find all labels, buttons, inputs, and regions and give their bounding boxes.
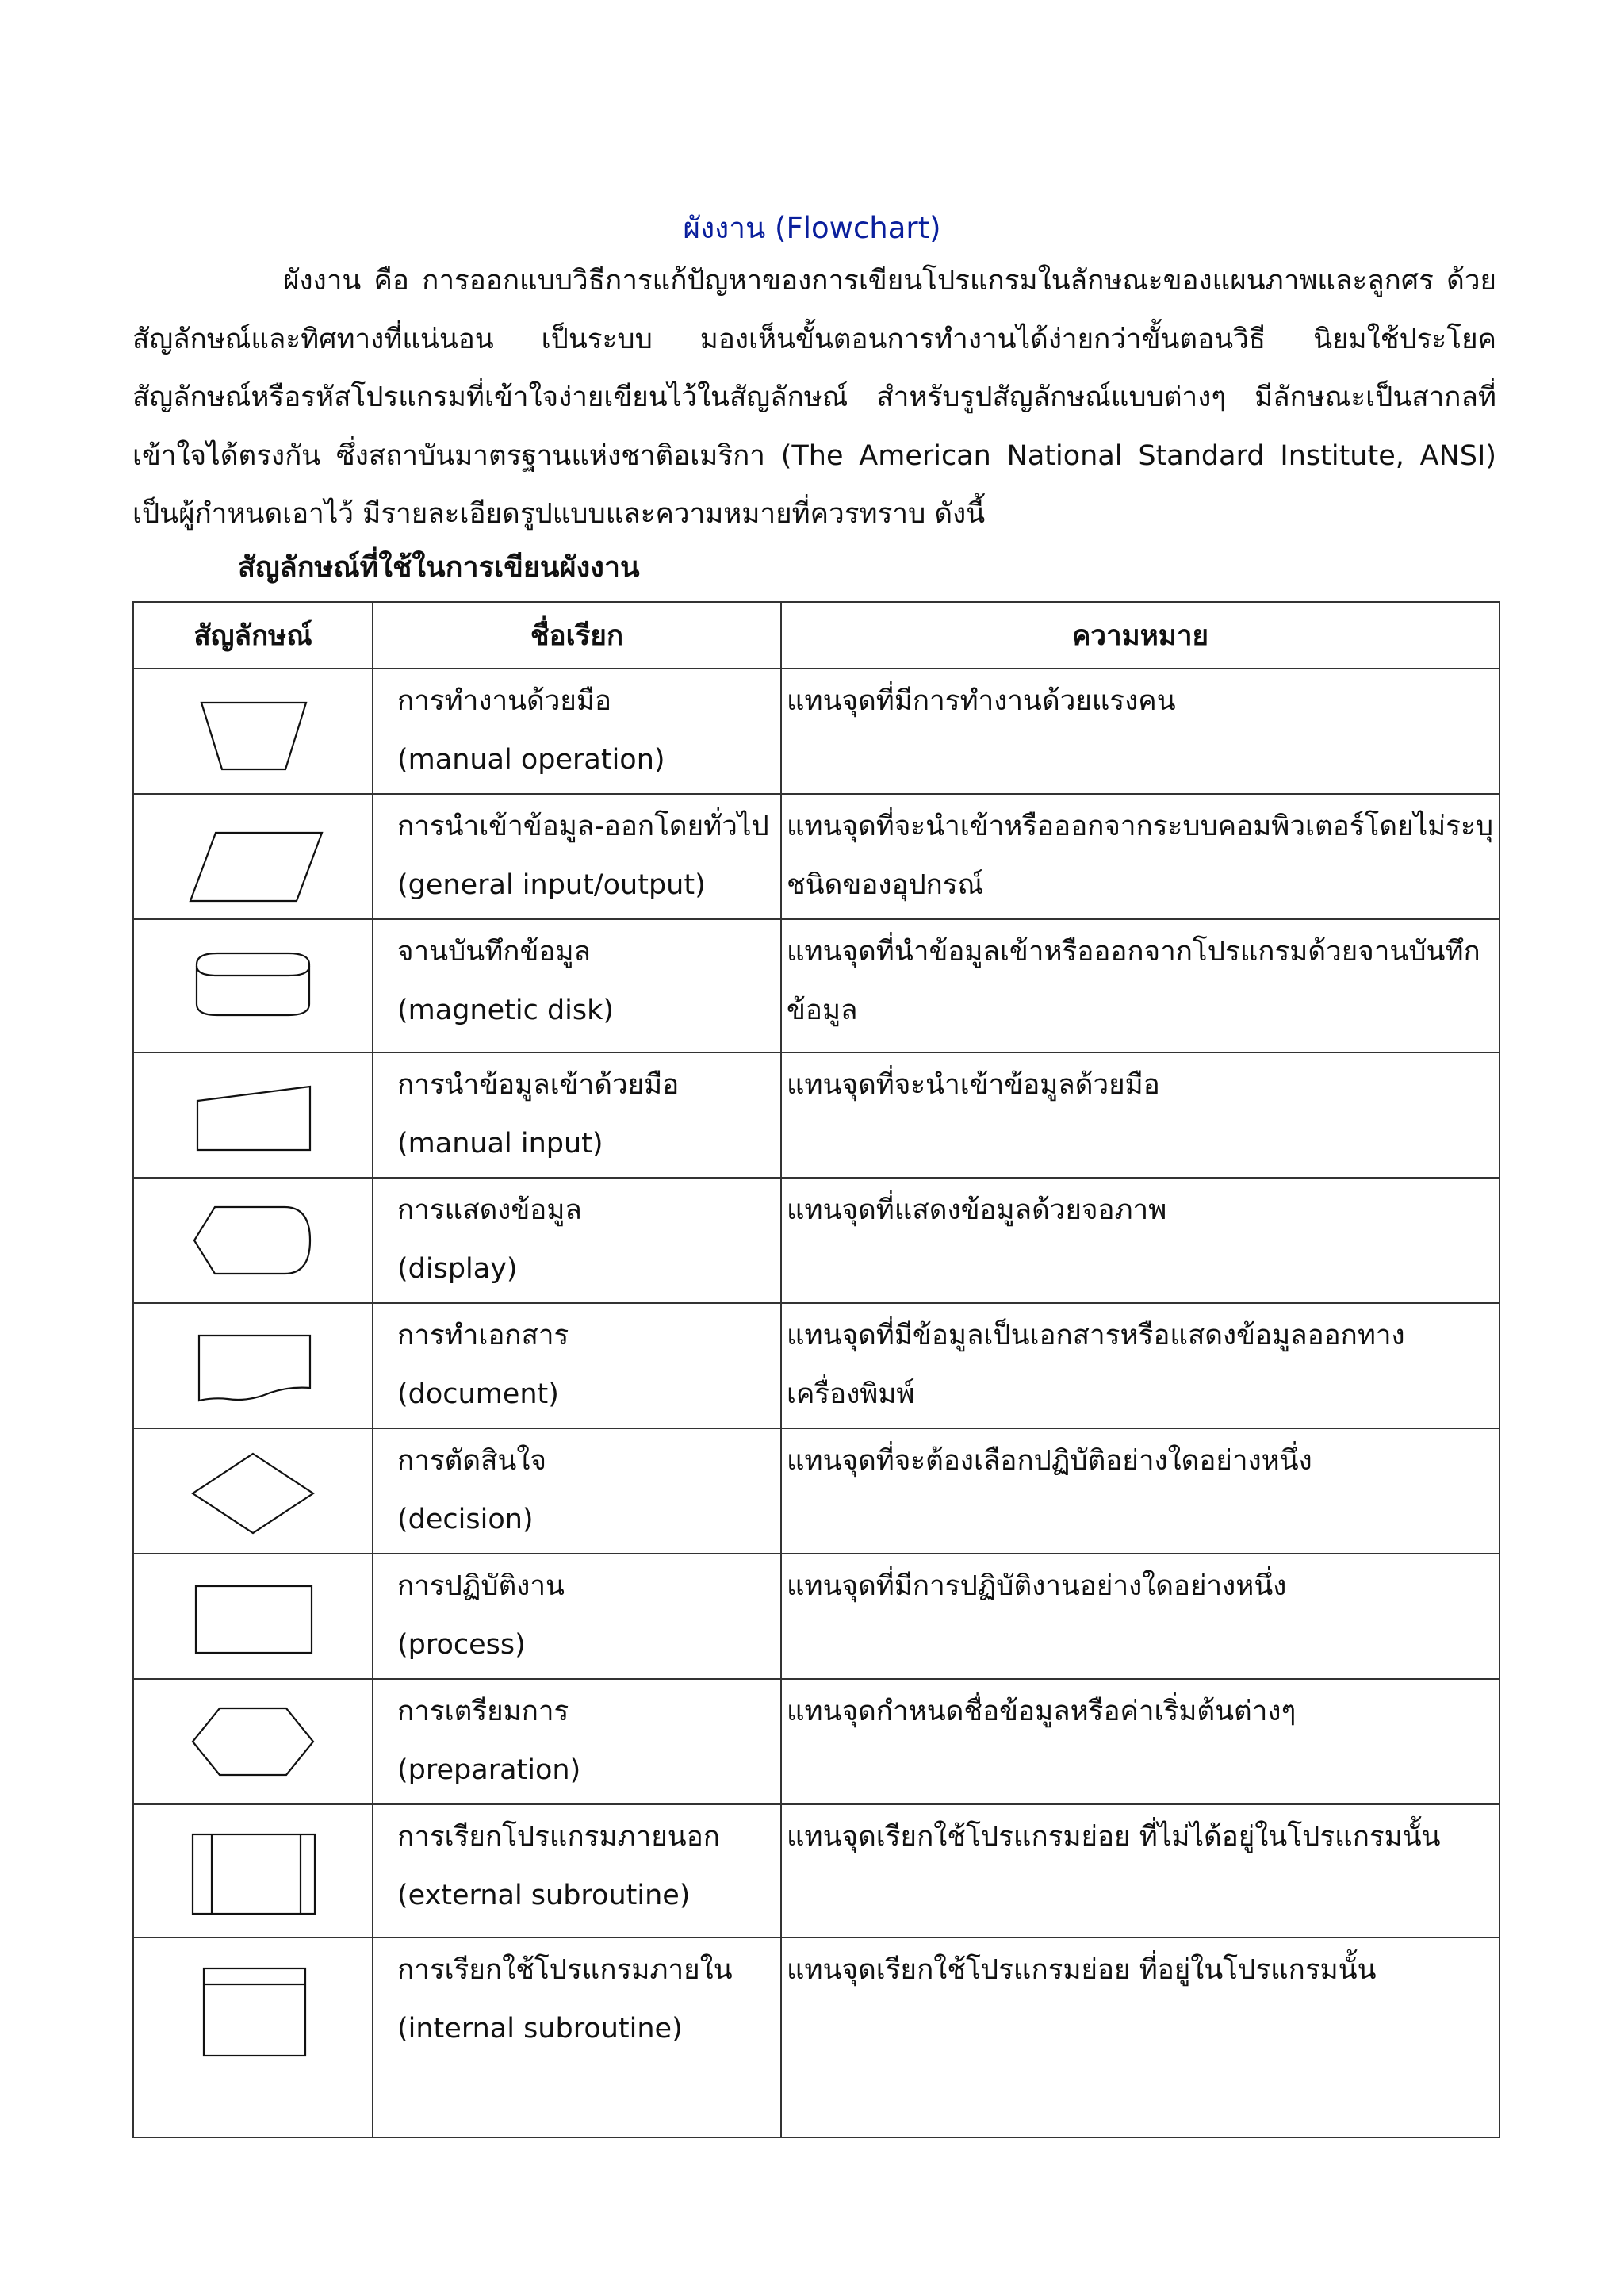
meaning-cell: แทนจุดกำหนดชื่อข้อมูลหรือค่าเริ่มต้นต่างๆ bbox=[781, 1679, 1500, 1804]
meaning-cell: แทนจุดที่จะนำเข้าข้อมูลด้วยมือ bbox=[781, 1052, 1500, 1178]
document-icon bbox=[182, 1318, 324, 1413]
name-thai: การตัดสินใจ bbox=[397, 1445, 546, 1477]
meaning-cell: แทนจุดที่แสดงข้อมูลด้วยจอภาพ bbox=[781, 1178, 1500, 1303]
name-english: (external subroutine) bbox=[397, 1879, 691, 1911]
table-header-row bbox=[133, 602, 1500, 669]
magnetic-disk-icon bbox=[186, 942, 320, 1029]
process-icon bbox=[182, 1569, 324, 1664]
symbol-cell bbox=[133, 1178, 373, 1303]
decision-icon bbox=[182, 1439, 324, 1543]
name-english: (general input/output) bbox=[397, 868, 706, 901]
name-cell bbox=[373, 1679, 781, 1804]
name-cell bbox=[373, 1554, 781, 1679]
column-header-name: ชื่อเรียก bbox=[373, 602, 781, 669]
name-english: (process) bbox=[397, 1628, 526, 1661]
meaning-cell: แทนจุดที่มีการปฏิบัติงานอย่างใดอย่างหนึ่ง bbox=[781, 1554, 1500, 1679]
name-thai: จานบันทึกข้อมูล bbox=[397, 936, 591, 968]
symbol-cell bbox=[133, 1938, 373, 2137]
name-thai: การเรียกใช้โปรแกรมภายใน bbox=[397, 1954, 733, 1986]
name-english: (manual operation) bbox=[397, 743, 665, 776]
name-english: (internal subroutine) bbox=[397, 2012, 683, 2045]
internal-subroutine-icon bbox=[182, 1961, 324, 2064]
column-header-meaning: ความหมาย bbox=[781, 602, 1500, 669]
name-english: (decision) bbox=[397, 1503, 534, 1535]
name-cell bbox=[373, 669, 781, 794]
manual-input-icon bbox=[182, 1068, 324, 1163]
name-thai: การเรียกโปรแกรมภายนอก bbox=[397, 1821, 720, 1853]
table-row bbox=[133, 1428, 1500, 1554]
name-thai: การทำงานด้วยมือ bbox=[397, 685, 612, 717]
symbol-cell bbox=[133, 1804, 373, 1938]
name-cell bbox=[373, 1804, 781, 1938]
symbol-cell bbox=[133, 1428, 373, 1554]
meaning-cell: แทนจุดที่จะนำเข้าหรือออกจากระบบคอมพิวเตอร์โดยไม่ระบุชนิดของอุปกรณ์ bbox=[781, 794, 1500, 919]
display-icon bbox=[182, 1193, 324, 1288]
name-cell bbox=[373, 1303, 781, 1428]
page-title: ผังงาน (Flowchart) bbox=[683, 211, 941, 245]
intro-paragraph bbox=[132, 252, 1496, 544]
symbol-cell bbox=[133, 1052, 373, 1178]
meaning-cell: แทนจุดที่จะต้องเลือกปฏิบัติอย่างใดอย่างหนึ่ง bbox=[781, 1428, 1500, 1554]
table-row bbox=[133, 669, 1500, 794]
column-header-symbol: สัญลักษณ์ bbox=[133, 602, 373, 669]
name-cell bbox=[373, 1052, 781, 1178]
name-thai: การแสดงข้อมูล bbox=[397, 1194, 582, 1226]
general-input-output-icon bbox=[170, 809, 336, 904]
name-thai: การนำข้อมูลเข้าด้วยมือ bbox=[397, 1069, 680, 1101]
table-row bbox=[133, 1938, 1500, 2137]
symbol-cell bbox=[133, 919, 373, 1052]
meaning-cell: แทนจุดที่นำข้อมูลเข้าหรือออกจากโปรแกรมด้วยจานบันทึกข้อมูล bbox=[781, 919, 1500, 1052]
name-thai: การทำเอกสาร bbox=[397, 1320, 569, 1351]
name-thai: การนำเข้าข้อมูล-ออกโดยทั่วไป bbox=[397, 811, 769, 842]
meaning-cell: แทนจุดที่มีการทำงานด้วยแรงคน bbox=[781, 669, 1500, 794]
name-thai: การปฏิบัติงาน bbox=[397, 1570, 565, 1602]
meaning-cell: แทนจุดเรียกใช้โปรแกรมย่อย ที่ไม่ได้อยู่ในโปรแกรมนั้น bbox=[781, 1804, 1500, 1938]
table-heading: สัญลักษณ์ที่ใช้ในการเขียนผังงาน bbox=[238, 551, 640, 584]
name-cell bbox=[373, 1938, 781, 2137]
symbol-cell bbox=[133, 1303, 373, 1428]
table-row bbox=[133, 1679, 1500, 1804]
name-cell bbox=[373, 1178, 781, 1303]
preparation-icon bbox=[182, 1694, 324, 1789]
external-subroutine-icon bbox=[182, 1823, 324, 1918]
symbol-cell bbox=[133, 669, 373, 794]
meaning-cell: แทนจุดเรียกใช้โปรแกรมย่อย ที่อยู่ในโปรแกรมนั้น bbox=[781, 1938, 1500, 2137]
intro-text: ผังงาน คือ การออกแบบวิธีการแก้ปัญหาของการเขียนโปรแกรมในลักษณะของแผนภาพและลูกศร ด้วยสัญลักษณ์และทิศทางที่แน่นอน เป็นระบบ มองเห็นขั้นตอนการทำงานได้ง่ายกว่าขั้นตอนวิธี นิยมใช้ประโยคสัญลักษณ์หรือรหัสโปรแกรมที่เข้าใจง่ายเขียนไว้ในสัญลักษณ์ สำหรับรูปสัญลักษณ์แบบต่างๆ มีลักษณะเป็นสากลที่เข้าใจได้ตรงกัน ซึ่งสถาบันมาตรฐานแห่งชาติอเมริกา (The American National Standard Institute, ANSI) เป็นผู้กำหนดเอาไว้ มีรายละเอียดรูปแบบและความหมายที่ควรทราบ ดังนี้ bbox=[132, 265, 1496, 530]
name-english: (document) bbox=[397, 1378, 559, 1410]
flowchart-symbols-table bbox=[132, 601, 1500, 2138]
table-row bbox=[133, 794, 1500, 919]
name-cell bbox=[373, 1428, 781, 1554]
name-english: (preparation) bbox=[397, 1754, 581, 1786]
table-row bbox=[133, 1052, 1500, 1178]
name-english: (manual input) bbox=[397, 1127, 603, 1159]
table-row bbox=[133, 1804, 1500, 1938]
table-row bbox=[133, 1178, 1500, 1303]
name-english: (magnetic disk) bbox=[397, 994, 615, 1026]
table-row bbox=[133, 1303, 1500, 1428]
table-row bbox=[133, 1554, 1500, 1679]
table-row bbox=[133, 919, 1500, 1052]
name-english: (display) bbox=[397, 1252, 518, 1285]
manual-operation-icon bbox=[186, 684, 320, 779]
name-thai: การเตรียมการ bbox=[397, 1696, 569, 1727]
meaning-cell: แทนจุดที่มีข้อมูลเป็นเอกสารหรือแสดงข้อมูลออกทางเครื่องพิมพ์ bbox=[781, 1303, 1500, 1428]
symbol-cell bbox=[133, 794, 373, 919]
symbol-cell bbox=[133, 1554, 373, 1679]
symbol-cell bbox=[133, 1679, 373, 1804]
name-cell bbox=[373, 919, 781, 1052]
name-cell bbox=[373, 794, 781, 919]
